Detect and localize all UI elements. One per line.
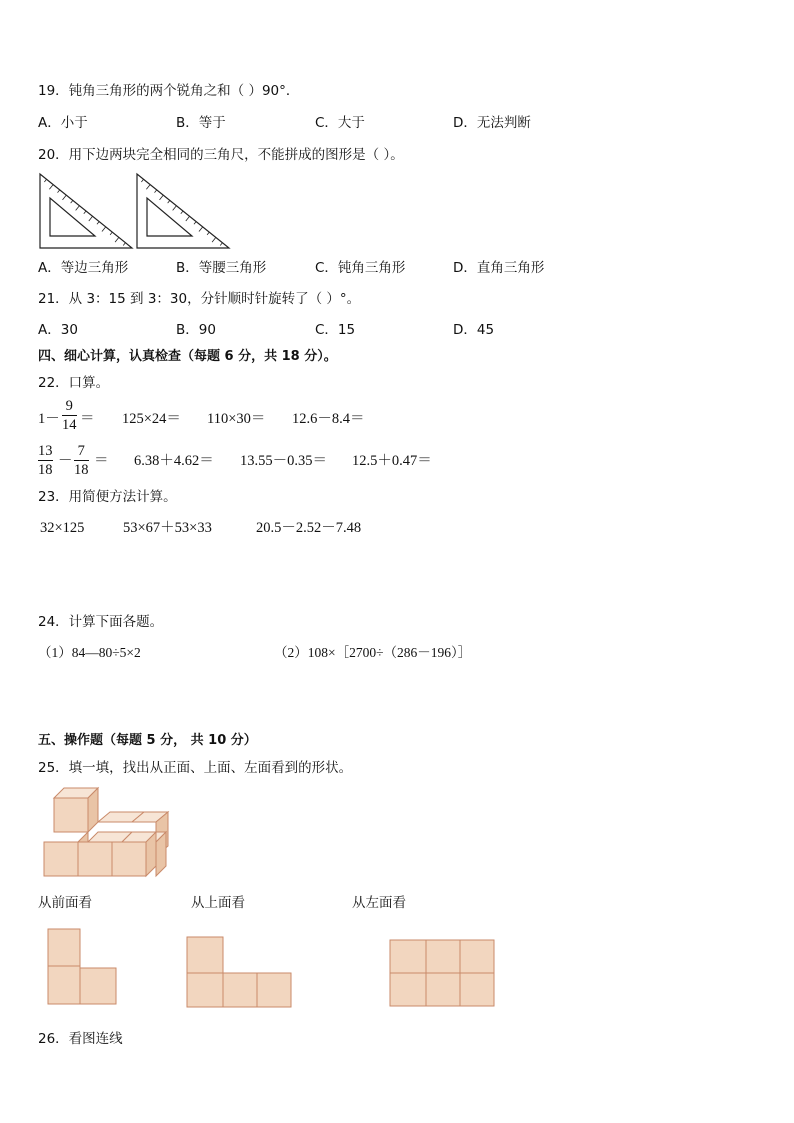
q24-item-1: （1）84—80÷5×2 [38,645,141,660]
ruler-tick [44,179,46,182]
q20-option-d[interactable]: D．直角三角形 [453,260,545,276]
view-square [460,940,494,973]
ruler-tick [220,243,222,246]
ruler-tick [186,216,190,221]
view-square [187,973,223,1007]
view-square [426,973,460,1006]
q21-stem: 21．从 3：15 到 3：30，分针顺时针旋转了（ ）°。 [38,291,361,307]
q20-option-a[interactable]: A．等边三角形 [38,260,129,276]
ruler-tick [207,232,209,235]
view-square [80,968,116,1004]
ruler-tick [155,190,157,193]
view-square [48,966,80,1004]
left-view-shape [389,939,499,1009]
q19-option-b[interactable]: B．等于 [176,115,226,131]
q22-row2-fraction-2 [74,443,89,478]
ruler-tick [173,206,177,211]
view-label-top: 从上面看 [191,895,245,911]
q22-row1-lead: 1－ [38,411,60,427]
section-4-title: 四、细心计算，认真检查（每题 6 分，共 18 分）。 [38,349,337,364]
ruler-tick [110,232,112,235]
q20-option-b[interactable]: B．等腰三角形 [176,260,267,276]
ruler-tick [194,222,196,225]
ruler-tick [181,211,183,214]
q23-item-1: 32×125 [40,520,85,536]
q19-option-a[interactable]: A．小于 [38,115,88,131]
q19-stem: 19．钝角三角形的两个锐角之和（ ）90°． [38,83,300,99]
q23-item-3: 20.5－2.52－7.48 [256,520,362,536]
q19-option-c[interactable]: C．大于 [315,115,365,131]
top-view-shape [186,936,296,1011]
q24-stem: 24．计算下面各题。 [38,614,164,630]
q19-option-d[interactable]: D．无法判断 [453,115,531,131]
q22-row1-equals: ＝ [80,411,95,427]
ruler-tick [63,195,67,200]
q21-option-b[interactable]: B．90 [176,322,216,338]
ruler-tick [123,243,125,246]
ruler-tick [84,211,86,214]
q22-row2-fraction-1 [38,443,53,478]
fraction-denominator: 18 [74,462,89,478]
view-label-front: 从前面看 [38,895,92,911]
ruler-tick [115,237,119,242]
view-square [187,937,223,973]
q22-row1-item-3: 12.6－8.4＝ [292,411,365,427]
view-square [48,929,80,966]
fraction-numerator: 7 [77,443,85,459]
view-square [460,973,494,1006]
fraction-denominator: 18 [38,462,53,478]
view-square [390,940,426,973]
ruler-tick [102,227,106,232]
view-label-left: 从左面看 [352,895,406,911]
view-square [390,973,426,1006]
q24-item-2: （2）108×［2700÷（286－196）］ [274,645,472,660]
ruler-tick [146,185,150,190]
q22-row2-equals: ＝ [94,453,109,469]
cube-front-face [44,842,78,876]
set-square-right [137,174,229,248]
view-square [223,973,257,1007]
ruler-tick [199,227,203,232]
set-square-left [40,174,132,248]
ruler-tick [89,216,93,221]
q22-stem: 22．口算。 [38,375,110,391]
ruler-tick [76,206,80,211]
fraction-numerator: 9 [65,398,73,414]
cube-front-face [54,798,88,832]
set-square-figures [38,172,238,252]
fraction-denominator: 14 [62,417,77,433]
q22-row2-item-2: 13.55－0.35＝ [240,453,327,469]
q26-stem: 26．看图连线 [38,1031,123,1047]
q22-row1-fraction [62,398,77,433]
fraction-numerator: 13 [38,443,53,459]
cube-front-face [78,842,112,876]
section-5-title: 五、操作题（每题 5 分， 共 10 分） [38,733,257,748]
q20-stem: 20．用下边两块完全相同的三角尺，不能拼成的图形是（ ）。 [38,147,404,163]
q21-option-d[interactable]: D．45 [453,322,495,338]
ruler-tick [212,237,216,242]
ruler-tick [141,179,143,182]
q20-option-c[interactable]: C．钝角三角形 [315,260,406,276]
cube-side-face [78,832,88,842]
q22-row1-item-1: 125×24＝ [122,411,181,427]
q22-row2-minus: － [58,453,73,469]
ruler-tick [160,195,164,200]
cube-stack-figure [40,786,180,881]
q21-option-c[interactable]: C．15 [315,322,356,338]
view-square [257,973,291,1007]
q22-row1-item-2: 110×30＝ [207,411,266,427]
q25-stem: 25．填一填，找出从正面、上面、左面看到的形状。 [38,760,353,776]
front-view-shape [47,928,127,1008]
ruler-tick [97,222,99,225]
cube-front-face [112,842,146,876]
q22-row2-item-3: 12.5＋0.47＝ [352,453,432,469]
q23-item-2: 53×67＋53×33 [123,520,212,536]
q22-row2-item-1: 6.38＋4.62＝ [134,453,214,469]
ruler-tick [71,200,73,203]
ruler-tick [49,185,53,190]
ruler-tick [168,200,170,203]
q21-option-a[interactable]: A．30 [38,322,78,338]
q23-stem: 23．用简便方法计算。 [38,489,177,505]
ruler-tick [58,190,60,193]
view-square [426,940,460,973]
